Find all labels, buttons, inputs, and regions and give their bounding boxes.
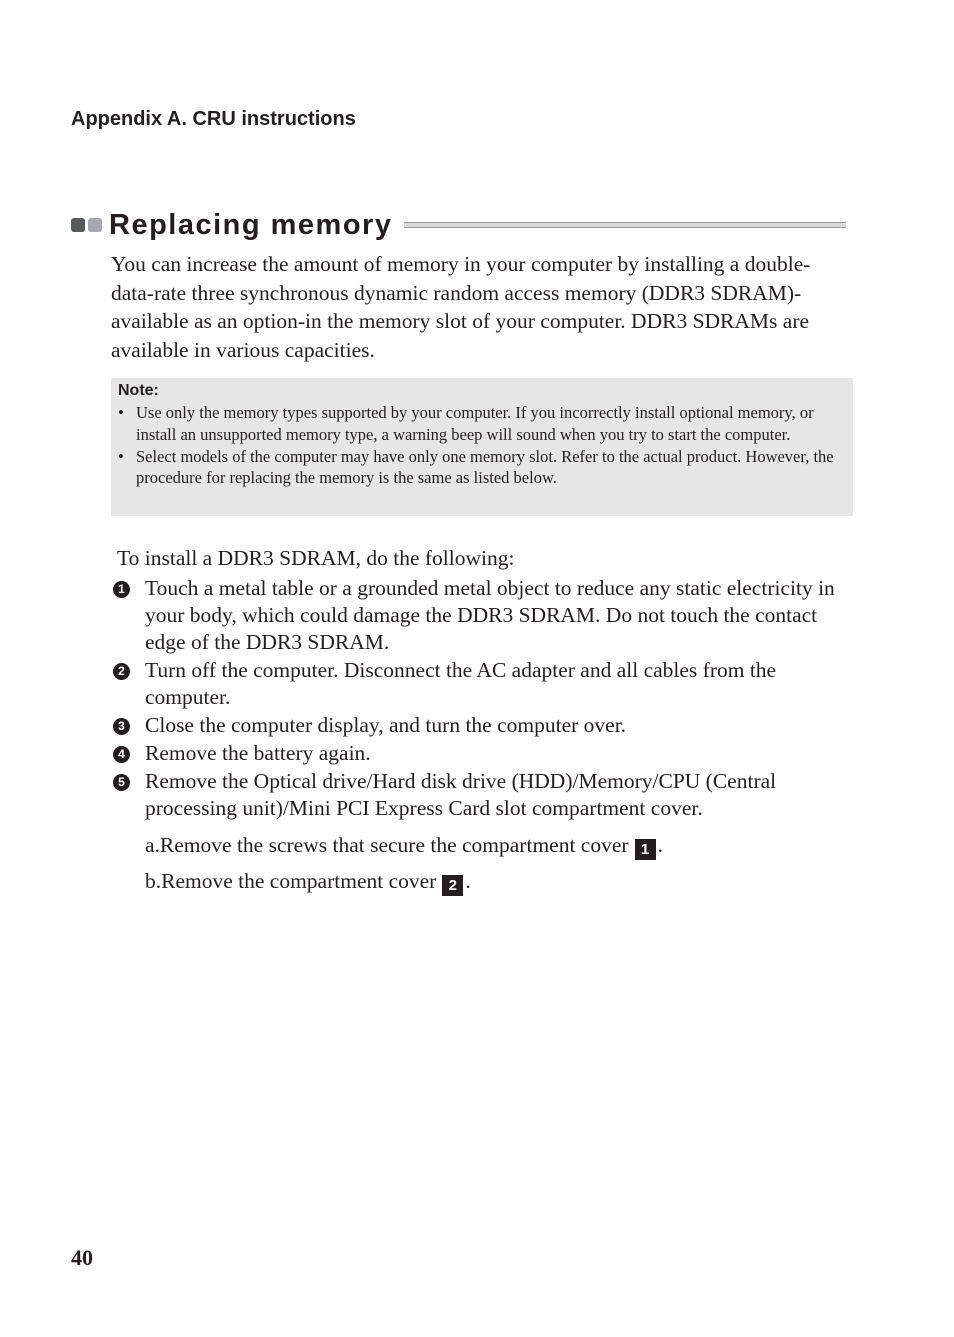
step-item	[111, 768, 851, 822]
step-number-icon: 1	[113, 581, 130, 598]
substep-text: Remove the screws that secure the compartment cover	[159, 833, 629, 857]
callout-number-icon: 2	[442, 875, 463, 896]
note-label: Note:	[118, 382, 159, 399]
dark-square-icon	[71, 218, 85, 232]
step-number-icon: 4	[113, 746, 130, 763]
step-number-icon: 5	[113, 774, 130, 791]
step-item	[111, 657, 851, 711]
section-heading	[71, 205, 846, 245]
running-header: Appendix A. CRU instructions	[71, 108, 356, 130]
note-box	[111, 378, 853, 516]
substep-end: .	[657, 833, 663, 857]
step-text: Turn off the computer. Disconnect the AC adapter and all cables from the computer.	[145, 658, 777, 709]
substep-marker: b.	[145, 869, 162, 893]
step-list	[111, 575, 851, 823]
note-item	[118, 446, 845, 490]
heading-bullet-icon	[71, 218, 102, 232]
procedure-lead: To install a DDR3 SDRAM, do the following:	[117, 546, 515, 570]
heading-rule	[404, 222, 846, 228]
step-item	[111, 575, 851, 656]
substep-text: Remove the compartment cover	[161, 869, 437, 893]
note-list	[118, 402, 845, 489]
step-text: Remove the Optical drive/Hard disk drive (HDD)/Memory/CPU (Central processing unit)/Mini PCI Express Card slot compartment cover.	[145, 769, 777, 820]
intro-paragraph: You can increase the amount of memory in your computer by installing a double-data-rate three synchronous dynamic random access memory (DDR3 SDRAM)-available as an option-in the memory slot of your computer. DDR3 SDRAMs are available in various capacities.	[111, 252, 811, 362]
step-text: Touch a metal table or a grounded metal object to reduce any static electricity in your body, which could damage the DDR3 SDRAM. Do not touch the contact edge of the DDR3 SDRAM.	[145, 576, 835, 654]
step-item	[111, 712, 851, 739]
callout-number-icon: 1	[635, 839, 656, 860]
bullet-icon: •	[118, 446, 124, 466]
substep-marker: a.	[145, 833, 160, 857]
note-item-text: Use only the memory types supported by your computer. If you incorrectly install optional memory, or install an unsupported memory type, a warning beep will sound when you try to start the computer.	[136, 403, 814, 444]
substep-item	[145, 830, 845, 860]
note-item	[118, 402, 845, 446]
step-text: Close the computer display, and turn the computer over.	[145, 713, 627, 737]
step-number-icon: 2	[113, 663, 130, 680]
step-item	[111, 740, 851, 767]
page-number: 40	[71, 1245, 93, 1270]
section-title: Replacing memory	[109, 208, 393, 241]
bullet-icon: •	[118, 403, 124, 422]
substep-item	[145, 866, 845, 896]
step-number-icon: 3	[113, 718, 130, 735]
light-square-icon	[88, 218, 102, 232]
note-item-text: Select models of the computer may have only one memory slot. Refer to the actual product. However, the procedure for replacing the memory is the same as listed below.	[136, 446, 834, 488]
substep-list	[145, 830, 845, 902]
substep-end: .	[465, 869, 471, 893]
step-text: Remove the battery again.	[145, 741, 371, 765]
